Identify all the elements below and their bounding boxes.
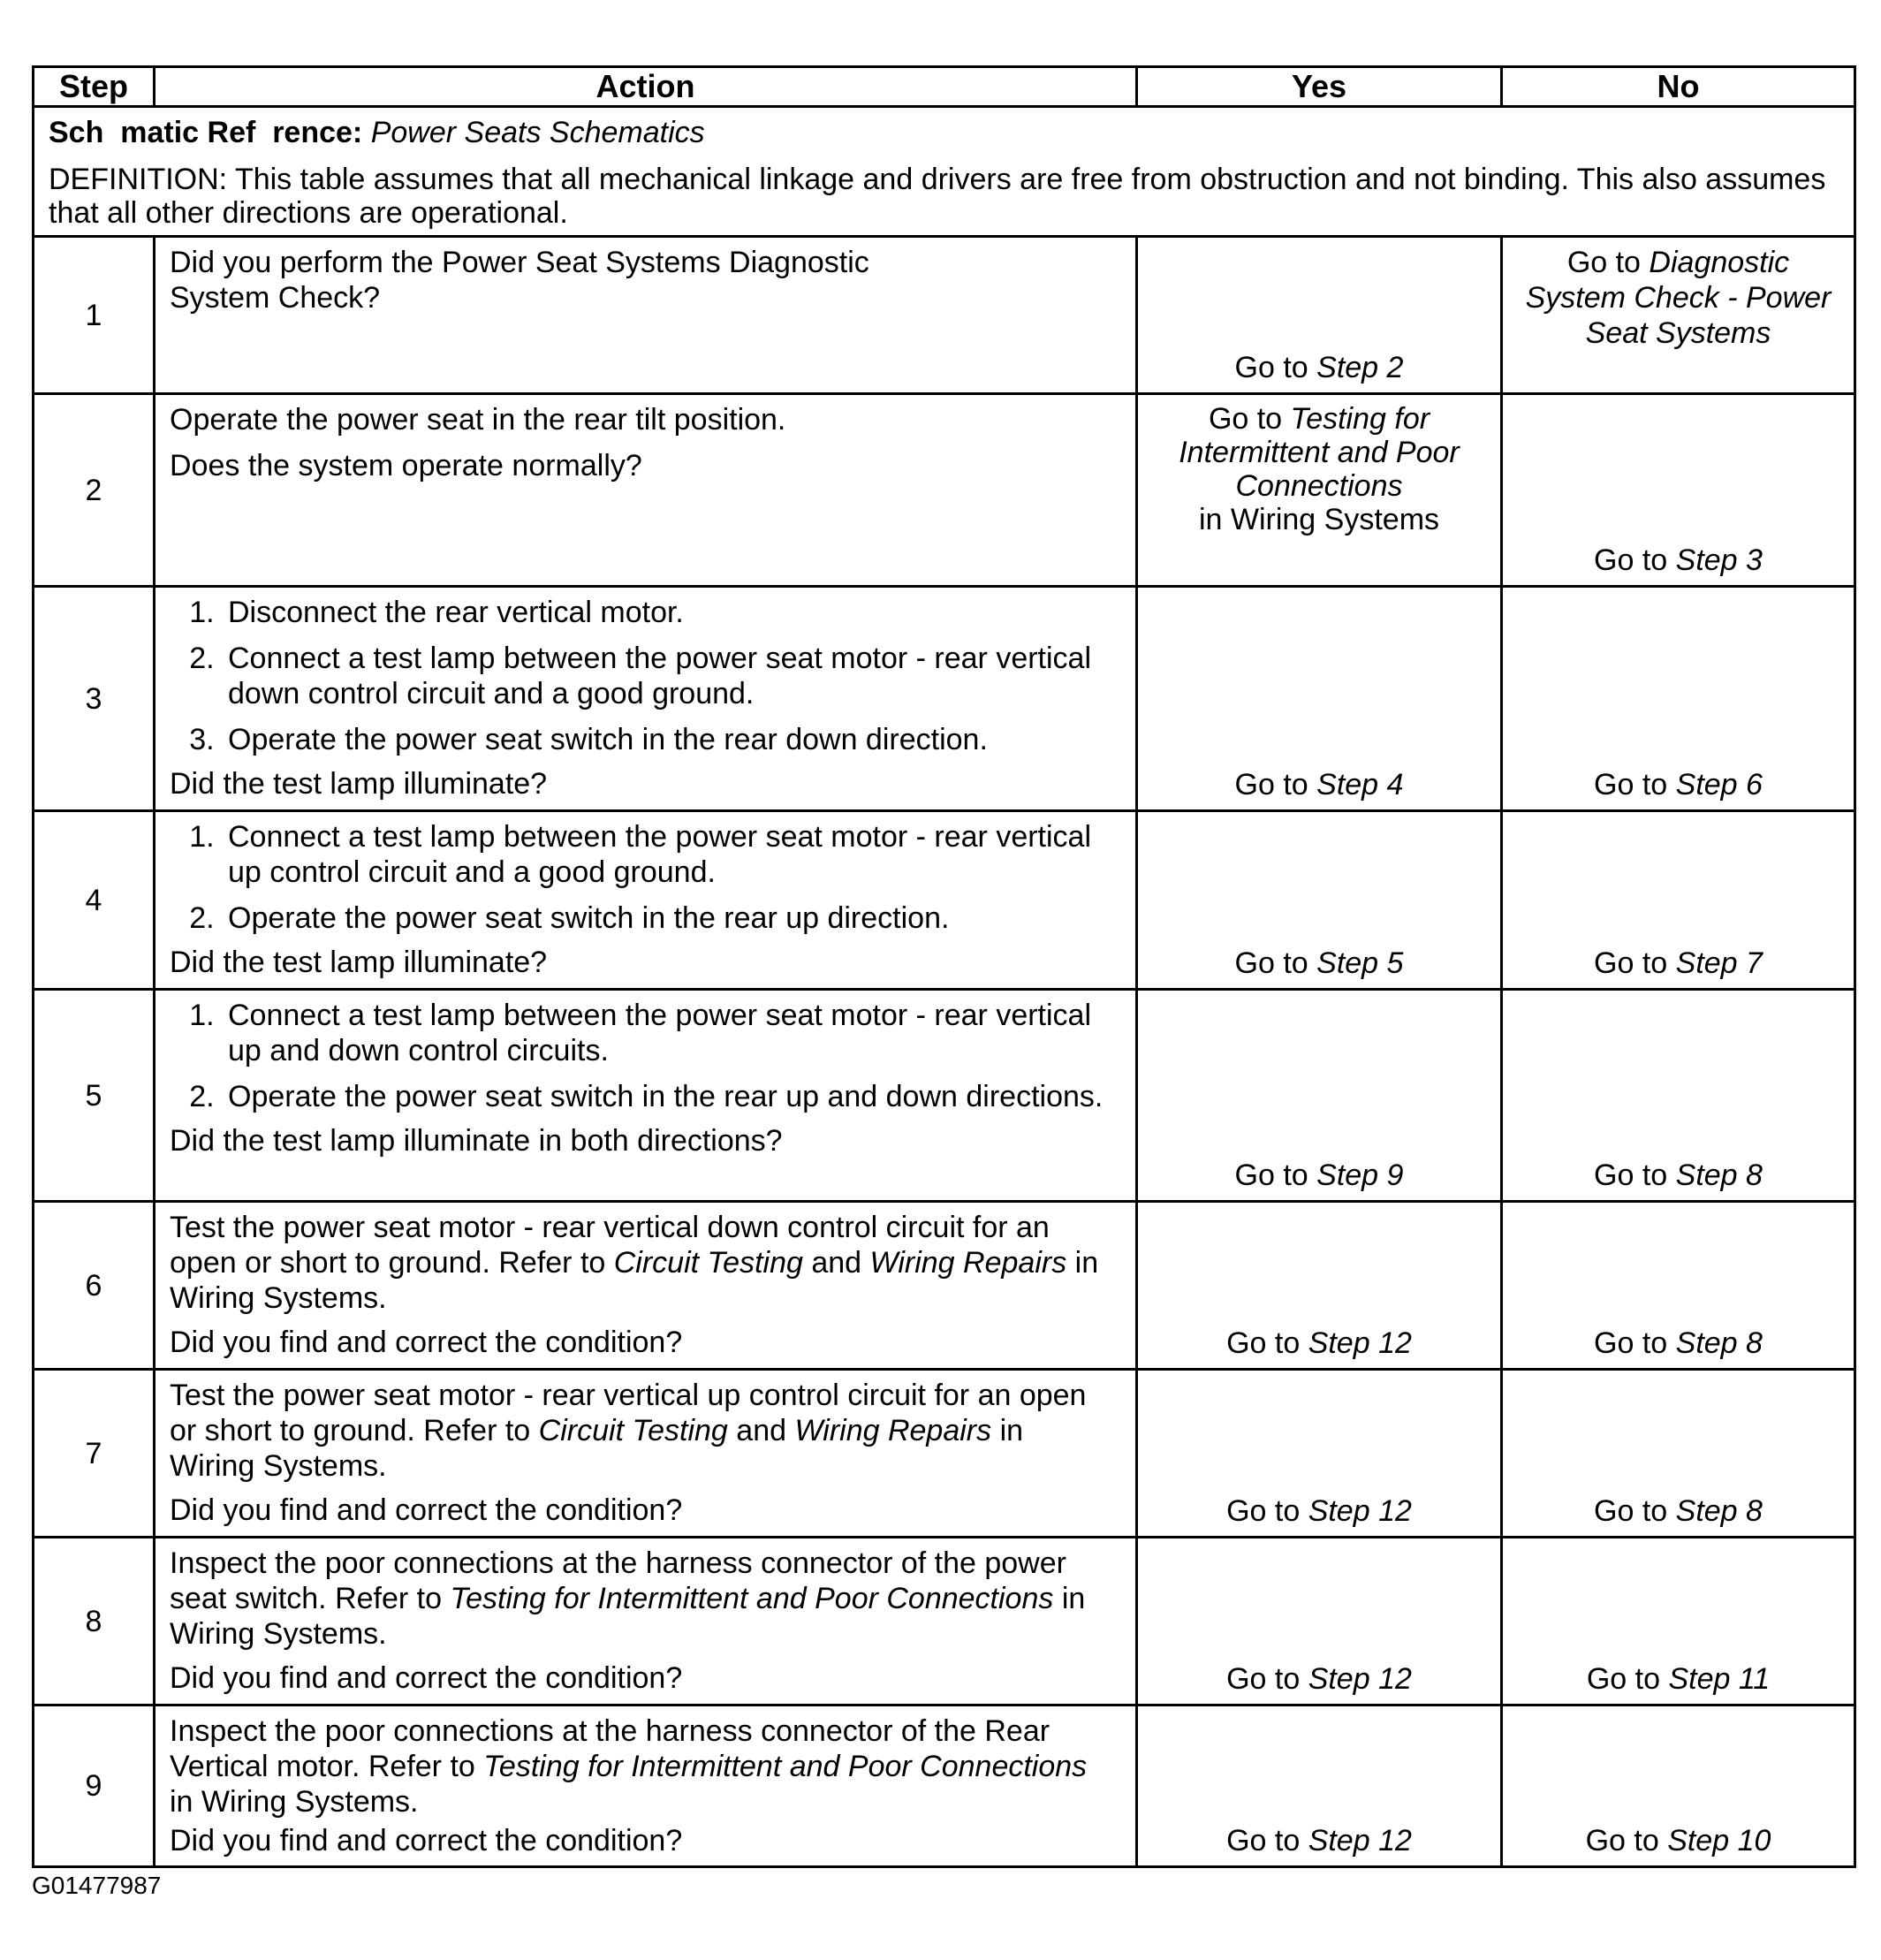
yes-cell — [1137, 587, 1502, 811]
action-steps — [170, 819, 1121, 936]
diagnostic-table-container — [32, 65, 1854, 1868]
action-steps — [170, 998, 1121, 1114]
action-cell — [155, 587, 1137, 811]
yes-prefix: Go to — [1234, 768, 1317, 801]
no-prefix: Go to — [1594, 543, 1676, 577]
yes-prefix: Go to — [1226, 1326, 1308, 1360]
yes-suffix: in Wiring Systems — [1198, 503, 1440, 536]
no-link[interactable]: Step 8 — [1675, 1326, 1763, 1360]
list-item: 1. Connect a test lamp between the power seat motor - rear vertical up control circuit and a good ground. — [223, 819, 1121, 890]
yes-cell — [1137, 1706, 1502, 1867]
step-number: 6 — [34, 1202, 155, 1370]
testing-intermittent-link[interactable]: Testing for Intermittent and Poor Connections — [483, 1750, 1088, 1783]
yes-prefix: Go to — [1208, 402, 1291, 436]
step-number: 1 — [34, 237, 155, 394]
no-prefix: Go to — [1566, 246, 1650, 279]
circuit-testing-link[interactable]: Circuit Testing — [538, 1414, 728, 1447]
yes-link[interactable]: Testing for Intermittent and Poor Connections — [1179, 402, 1460, 503]
no-link[interactable]: Step 6 — [1675, 768, 1763, 801]
table-row — [34, 394, 1855, 587]
action-cell — [155, 1370, 1137, 1538]
no-link[interactable]: Step 7 — [1675, 946, 1763, 980]
step-number: 9 — [34, 1706, 155, 1867]
schematic-cell — [34, 107, 1855, 237]
table-row — [34, 1706, 1855, 1867]
yes-cell — [1137, 237, 1502, 394]
yes-cell — [1137, 1370, 1502, 1538]
action-text-part: and — [802, 1246, 870, 1280]
yes-link[interactable]: Step 12 — [1308, 1662, 1412, 1696]
action-text-part: in Wiring Systems. — [170, 1785, 419, 1819]
no-link[interactable]: Step 11 — [1668, 1662, 1771, 1696]
no-prefix: Go to — [1586, 1662, 1669, 1696]
yes-prefix: Go to — [1234, 946, 1317, 980]
wiring-repairs-link[interactable]: Wiring Repairs — [794, 1414, 992, 1447]
list-item: 2. Operate the power seat switch in the rear up direction. — [223, 900, 1121, 936]
action-cell — [155, 1706, 1137, 1867]
definition-text: DEFINITION: This table assumes that all mechanical linkage and drivers are free from obstruction and not binding. This also assumes that all other directions are operational. — [49, 163, 1826, 230]
step-number: 4 — [34, 811, 155, 990]
action-text — [170, 1713, 1121, 1819]
table-row — [34, 811, 1855, 990]
step-number: 8 — [34, 1538, 155, 1706]
action-text-part: in Wiring Systems. — [170, 1582, 1086, 1651]
no-link[interactable]: Step 10 — [1667, 1824, 1771, 1857]
header-no: No — [1502, 67, 1855, 107]
diagnostic-table — [32, 65, 1856, 1868]
yes-cell — [1137, 394, 1502, 587]
no-prefix: Go to — [1594, 1159, 1676, 1192]
no-cell — [1502, 1202, 1855, 1370]
table-row — [34, 1538, 1855, 1706]
action-question: Did you find and correct the condition? — [170, 1326, 683, 1359]
action-text-part: Inspect the poor connections at the harness connector of the power seat switch. Refer to — [170, 1546, 1066, 1615]
yes-link[interactable]: Step 12 — [1308, 1824, 1412, 1857]
action-cell — [155, 394, 1137, 587]
no-prefix: Go to — [1585, 1824, 1668, 1857]
action-question: Does the system operate normally? — [170, 449, 642, 482]
action-question: Did you find and correct the condition? — [170, 1824, 683, 1857]
yes-cell — [1137, 1202, 1502, 1370]
list-item: 3. Operate the power seat switch in the rear down direction. — [223, 722, 1121, 757]
no-cell — [1502, 394, 1855, 587]
no-cell — [1502, 1370, 1855, 1538]
action-text-part: in Wiring Systems. — [170, 1246, 1099, 1315]
list-item: 1. Connect a test lamp between the power seat motor - rear vertical up and down control circuits. — [223, 998, 1121, 1068]
action-cell — [155, 811, 1137, 990]
no-prefix: Go to — [1594, 1494, 1676, 1528]
no-prefix: Go to — [1594, 946, 1676, 980]
action-text-part: Test the power seat motor - rear vertical up control circuit for an open or short to ground. Refer to — [170, 1379, 1087, 1447]
no-cell — [1502, 990, 1855, 1202]
no-prefix: Go to — [1594, 768, 1676, 801]
no-prefix: Go to — [1594, 1326, 1676, 1360]
wiring-repairs-link[interactable]: Wiring Repairs — [869, 1246, 1067, 1280]
no-cell — [1502, 1706, 1855, 1867]
table-row — [34, 1202, 1855, 1370]
action-text: Operate the power seat in the rear tilt position. — [170, 403, 786, 437]
yes-link[interactable]: Step 2 — [1316, 351, 1404, 384]
no-link[interactable]: Step 8 — [1675, 1159, 1763, 1192]
schematic-link[interactable]: Power Seats Schematics — [370, 116, 705, 149]
schematic-label: Sch matic Ref rence: — [49, 116, 363, 149]
list-item: 1. Disconnect the rear vertical motor. — [223, 595, 1121, 630]
yes-link[interactable]: Step 12 — [1308, 1326, 1412, 1360]
list-item: 2. Connect a test lamp between the power seat motor - rear vertical down control circuit and a good ground. — [223, 641, 1121, 711]
yes-link[interactable]: Step 5 — [1316, 946, 1404, 980]
yes-cell — [1137, 811, 1502, 990]
action-cell — [155, 237, 1137, 394]
action-text — [170, 1210, 1121, 1316]
yes-prefix: Go to — [1226, 1494, 1308, 1528]
no-cell — [1502, 811, 1855, 990]
action-cell — [155, 1202, 1137, 1370]
action-text-part: in Wiring Systems. — [170, 1414, 1024, 1483]
header-yes: Yes — [1137, 67, 1502, 107]
action-question: Did you find and correct the condition? — [170, 1661, 683, 1695]
action-steps — [170, 595, 1121, 757]
table-row — [34, 1370, 1855, 1538]
action-text-part: Test the power seat motor - rear vertical down control circuit for an open or short to ground. Refer to — [170, 1211, 1050, 1280]
table-row — [34, 990, 1855, 1202]
table-row — [34, 587, 1855, 811]
action-cell — [155, 990, 1137, 1202]
figure-id: G01477987 — [32, 1872, 162, 1899]
step-number: 2 — [34, 394, 155, 587]
yes-link[interactable]: Step 9 — [1316, 1159, 1404, 1192]
action-question: Did the test lamp illuminate? — [170, 767, 548, 801]
step-number: 3 — [34, 587, 155, 811]
yes-prefix: Go to — [1234, 351, 1317, 384]
yes-link[interactable]: Step 12 — [1308, 1494, 1412, 1528]
action-question: Did you find and correct the condition? — [170, 1493, 683, 1527]
step-number: 7 — [34, 1370, 155, 1538]
no-link[interactable]: Diagnostic System Check - Power Seat Systems — [1525, 246, 1832, 350]
yes-prefix: Go to — [1226, 1824, 1308, 1857]
no-link[interactable]: Step 3 — [1675, 543, 1763, 577]
no-cell — [1502, 1538, 1855, 1706]
action-text-part: and — [727, 1414, 795, 1447]
no-link[interactable]: Step 8 — [1675, 1494, 1763, 1528]
header-row — [34, 67, 1855, 107]
yes-cell — [1137, 1538, 1502, 1706]
yes-prefix: Go to — [1226, 1662, 1308, 1696]
action-question: Did the test lamp illuminate in both directions? — [170, 1124, 783, 1158]
no-cell — [1502, 587, 1855, 811]
yes-prefix: Go to — [1234, 1159, 1317, 1192]
table-row — [34, 237, 1855, 394]
yes-cell — [1137, 990, 1502, 1202]
schematic-row — [34, 107, 1855, 237]
yes-link[interactable]: Step 4 — [1316, 768, 1404, 801]
action-text-part: Inspect the poor connections at the harness connector of the Rear Vertical motor. Refer to — [170, 1714, 1050, 1783]
schematic-reference — [49, 115, 1839, 150]
action-cell — [155, 1538, 1137, 1706]
testing-intermittent-link[interactable]: Testing for Intermittent and Poor Connections — [450, 1582, 1054, 1615]
action-question: Did the test lamp illuminate? — [170, 946, 548, 979]
header-action: Action — [155, 67, 1137, 107]
list-item: 2. Operate the power seat switch in the rear up and down directions. — [223, 1079, 1121, 1114]
header-step: Step — [34, 67, 155, 107]
action-text — [170, 1546, 1121, 1652]
action-text — [170, 1378, 1121, 1484]
action-text: Did you perform the Power Seat Systems Diagnostic System Check? — [170, 246, 869, 315]
no-cell — [1502, 237, 1855, 394]
circuit-testing-link[interactable]: Circuit Testing — [613, 1246, 803, 1280]
step-number: 5 — [34, 990, 155, 1202]
